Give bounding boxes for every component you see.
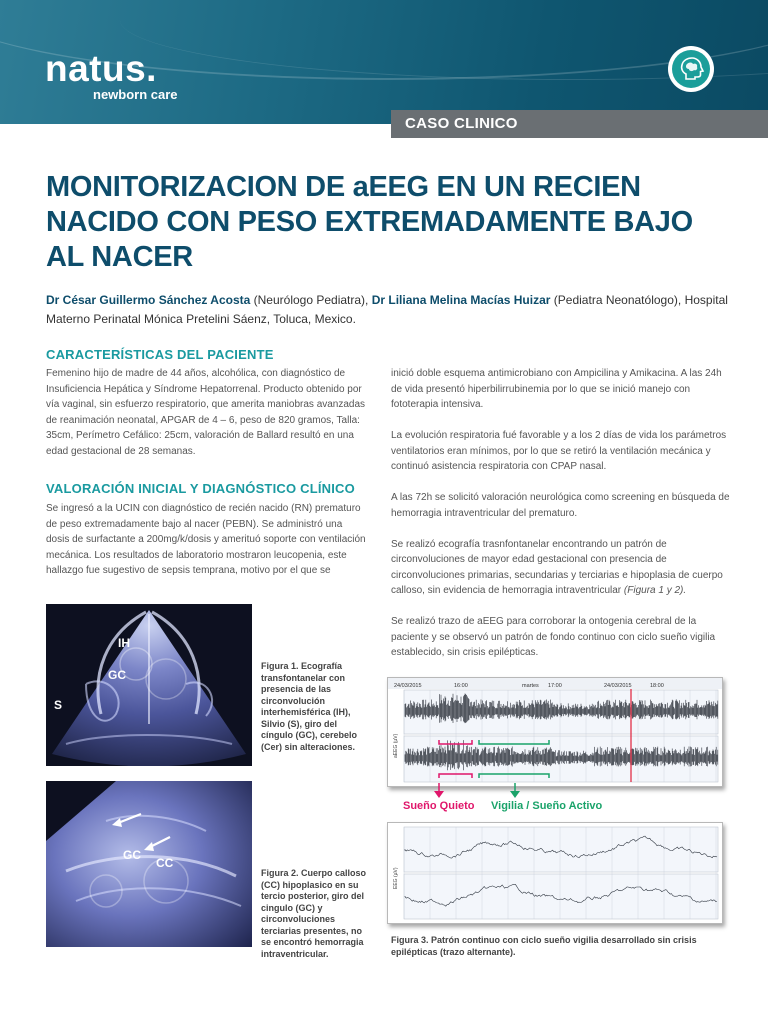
image-label: GC [108, 668, 126, 682]
image-label: GC [123, 848, 141, 862]
figure-3-caption: Figura 3. Patrón continuo con ciclo sueño vigilia desarrollado sin crisis epilépticas (trazo alternante). [391, 935, 697, 957]
author-2-role: (Pediatra Neonatólogo), [553, 293, 682, 307]
chart-time-label: 18:00 [650, 683, 664, 689]
eeg-trace-svg [388, 823, 722, 923]
section-tag: CASO CLINICO [391, 110, 768, 138]
authors-block [46, 291, 736, 329]
author-2-name: Dr Liliana Melina Macías Huizar [371, 293, 551, 307]
chart-time-label: 17:00 [548, 683, 562, 689]
affiliation: Hospital Materno Perinatal Mónica Pretelini Sáenz, Toluca, Mexico. [46, 293, 728, 326]
chart-axis-label: EEG (µV) [393, 867, 399, 889]
chart-time-label: 24/03/2015 [604, 683, 632, 689]
chart-time-label: martes [522, 683, 539, 689]
paragraph-text: Se realizó ecografía trasnfontanelar encontrando un patrón de circonvoluciones de mayor edad gestacional con presencia de circonvoluciones primarias, secundarias y terciarias e hipoplasia de cuerpo calloso, sin evidencia de hemorragia intraventricular [391, 538, 723, 596]
image-label: IH [118, 636, 130, 650]
article-title: MONITORIZACION DE aEEG EN UN RECIEN NACIDO CON PESO EXTREMADAMENTE BAJO AL NACER [46, 171, 693, 273]
legend-active-sleep: Vigilia / Sueño Activo [491, 800, 603, 812]
image-label: CC [156, 856, 174, 870]
brain-head-icon [668, 46, 714, 92]
ultrasound-scan [46, 604, 252, 766]
chart-axis-label: aEEG (µV) [393, 733, 399, 758]
header-banner [0, 0, 768, 124]
paragraph: Se ingresó a la UCIN con diagnóstico de recién nacido (RN) prematuro de peso extremadamente bajo al nacer (PEBN). Se administró una dosis de surfactante a 200mg/k/dosis y amerituó soporte con ventilación mecánica. Los resultados de laboratorio mostraron leucopenia, este hallazgo fue sugestivo de sepsis temprana, motivo por el que se [46, 503, 366, 576]
section-heading-patient: CARACTERÍSTICAS DEL PACIENTE [46, 347, 274, 362]
aeeg-trace-chart [387, 677, 723, 787]
chart-time-label: 16:00 [454, 683, 468, 689]
paragraph: inició doble esquema antimicrobiano con Ampicilina y Amikacina. A las 24h de vida presentó hiperbilirrubinemia por lo que se inició manejo con fototerapia intensiva. [391, 368, 722, 410]
initial-paragraph [46, 501, 368, 579]
ultrasound-scan [46, 781, 252, 947]
patient-paragraph [46, 366, 368, 459]
paragraph: Femenino hijo de madre de 44 años, alcohólica, con diagnóstico de Insuficiencia Hepática y Síndrome Hepatorrenal. Producto obtenido por vía vaginal, sin esfuerzo respiratorio, que amerita maniobras avanzadas de reanimación neonatal, APGAR de 4 – 6, peso de 820 gramos, Talla: 35cm, Perímetro Cefálico: 25cm, valoración de Ballard resultó en una edad gestacional de 28 semanas. [46, 368, 366, 457]
paragraph: La evolución respiratoria fué favorable y a los 2 días de vida los parámetros ventilatorios eran mínimos, por lo que se retiró la ventilación mecánica y continuó asistencia respiratoria con CPAP nasal. [391, 430, 727, 472]
figure-1-caption: Figura 1. Ecografía transfontanelar con presencia de las circonvolución interhemisférica (IH), Silvio (S), giro del cíngulo (GC), cerebelo (Cer) sin alteraciones. [261, 661, 358, 752]
ultrasound-image-figure-1 [46, 604, 252, 766]
brand-logo: natus. [45, 48, 157, 89]
legend-arrows [430, 783, 550, 799]
paragraph: Se realizó trazo de aEEG para corroborar la ontogenia cerebral de la paciente y se observó un patrón de fondo continuo con ciclo sueño vigilia establecido, sin crisis epilépticas. [391, 616, 716, 658]
arrow-down-icon [434, 791, 444, 798]
author-1-role: (Neurólogo Pediatra), [253, 293, 369, 307]
eeg-raw-trace-chart [387, 822, 723, 924]
figure-reference: (Figura 1 y 2). [623, 585, 687, 596]
author-1-name: Dr César Guillermo Sánchez Acosta [46, 293, 251, 307]
legend-quiet-sleep: Sueño Quieto [403, 800, 475, 812]
ultrasound-image-figure-2 [46, 781, 252, 947]
chart-time-label: 24/03/2015 [394, 683, 422, 689]
arrow-down-icon [510, 791, 520, 798]
brand-subtitle: newborn care [93, 87, 178, 102]
right-column-text [391, 366, 731, 661]
image-label: S [54, 698, 63, 712]
figure-2-caption: Figura 2. Cuerpo calloso (CC) hipoplasico en su tercio posterior, giro del cingulo (GC) y circonvoluciones terciarias presentes, no se encontró hemorragia intraventricular. [261, 868, 367, 959]
aeeg-trace-svg [388, 678, 722, 786]
paragraph [391, 537, 731, 599]
paragraph: A las 72h se solicitó valoración neurológica como screening en búsqueda de hemorragia intraventricular del prematuro. [391, 492, 730, 519]
section-heading-initial: VALORACIÓN INICIAL Y DIAGNÓSTICO CLÍNICO [46, 481, 355, 496]
